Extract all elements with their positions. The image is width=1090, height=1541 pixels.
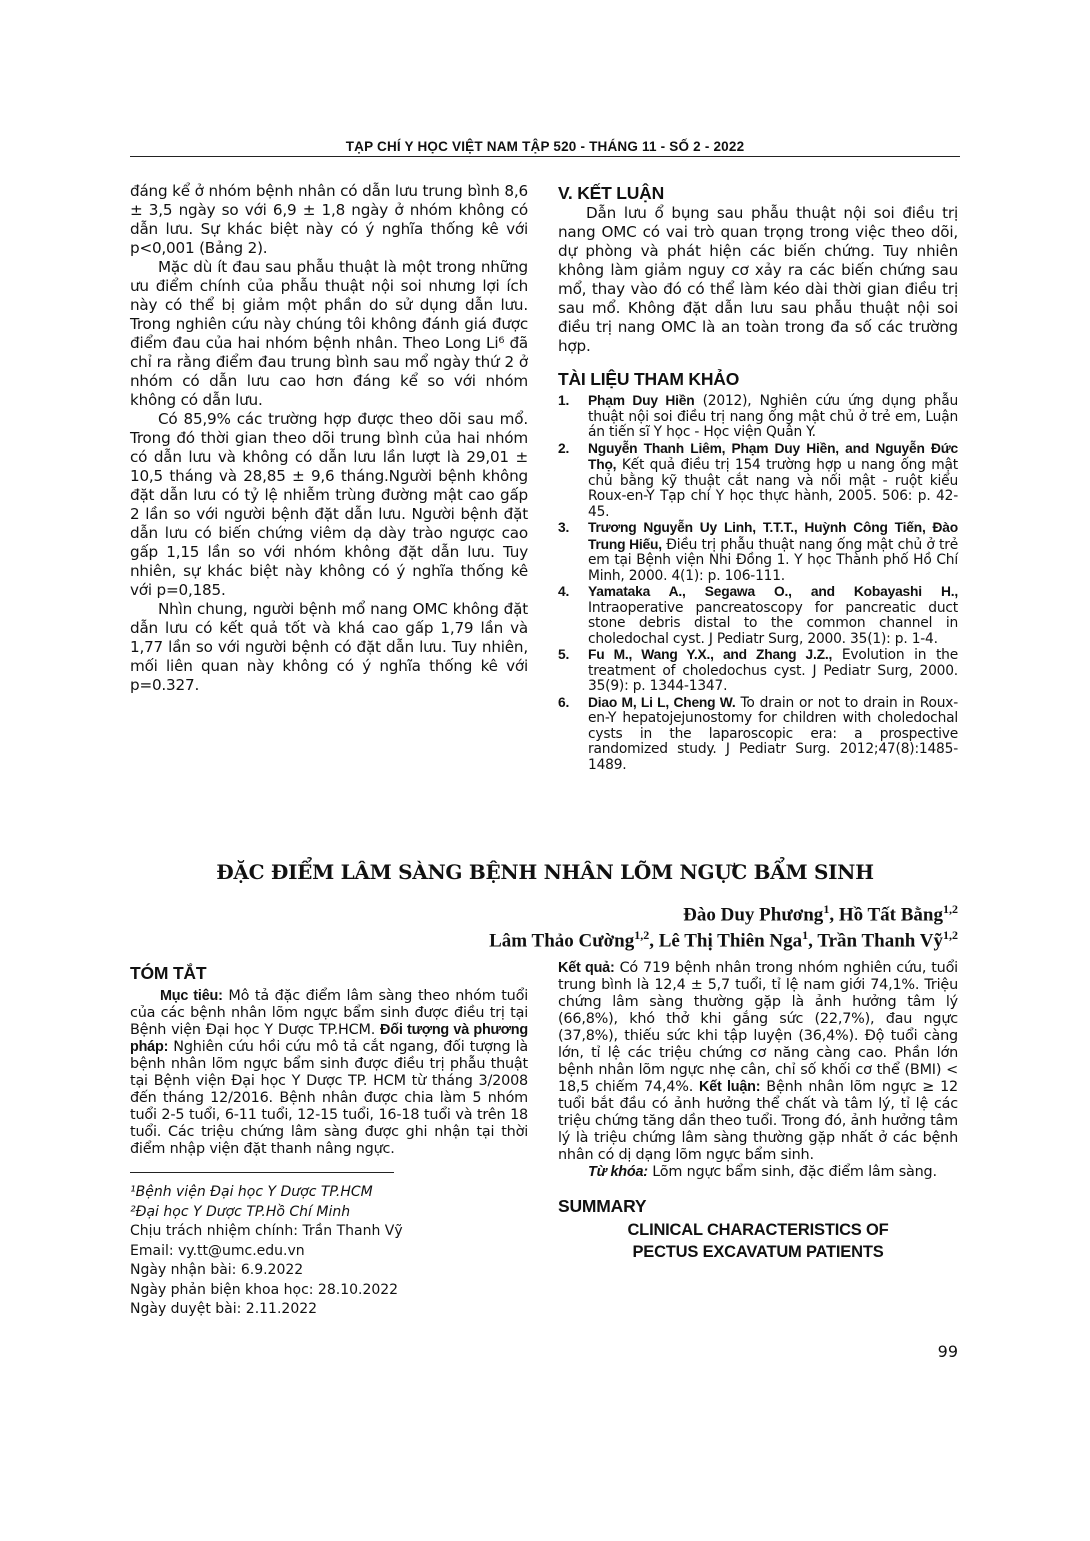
author-name: Hồ Tất Bằng	[838, 904, 943, 926]
result-label: Kết quả:	[558, 960, 615, 976]
journal-header: TẠP CHÍ Y HỌC VIỆT NAM TẬP 520 - THÁNG 11 - SỐ 2 - 2022	[345, 139, 745, 154]
conclusion-references-column	[558, 182, 958, 773]
conclusion-heading: V. KẾT LUẬN	[558, 183, 665, 203]
date-approved: Ngày duyệt bài: 2.11.2022	[130, 1301, 318, 1317]
discussion-paragraph: Có 85,9% các trường hợp được theo dõi sau mổ. Trong đó thời gian theo dõi trung bình của hai nhóm có dẫn lưu và không có dẫn lưu lần lượt là 29,01 ± 10,5 tháng và 28,85 ± 9,6 tháng.Người bệnh không đặt dẫn lưu có tỷ lệ nhiễm trùng đường mật cao gấp 2 lần so với người bệnh đặt dẫn lưu. Người bệnh đặt dẫn lưu có biến chứng viêm dạ dày trào ngược cao gấp 1,15 lần so với nhóm không đặt dẫn lưu. Tuy nhiên, sự khác biệt này không có ý nghĩa thống kê với p=0,185.	[130, 410, 528, 599]
author-affiliation: 1,2	[943, 928, 958, 942]
reference-authors: Nguyễn Thanh Liêm, Phạm Duy Hiền, and Nguyễn Đức Thọ,	[588, 440, 958, 472]
reference-number: 3.	[558, 520, 570, 535]
conclusion-label: Kết luận:	[699, 1079, 761, 1095]
reference-authors: Yamataka A., Segawa O., and Kobayashi H.,	[588, 584, 958, 599]
reference-text: Kết quả điều trị 154 trường hợp u nang ống mật chủ bằng kỹ thuật cắt nang và nối mật - ruột kiểu Roux-en-Y Tạp chí Y học thực hành, 2005. 506: p. 42-45.	[588, 457, 958, 520]
reference-number: 4.	[558, 584, 570, 599]
summary-heading: SUMMARY	[558, 1196, 647, 1216]
discussion-column	[130, 182, 528, 695]
reference-item	[558, 584, 958, 647]
reference-number: 2.	[558, 440, 570, 456]
method-text: Nghiên cứu hồi cứu mô tả cắt ngang, đối tượng là bệnh nhân lõm ngực bẩm sinh được điều trị phẫu thuật tại Bệnh viện Đại học Y Dược TP. HCM từ tháng 3/2008 đến tháng 12/2016. Bệnh nhân được chia làm 5 nhóm tuổi 2-5 tuổi, 6-11 tuổi, 12-15 tuổi, 16-18 tuổi và trên 18 tuổi. Các triệu chứng lâm sàng được ghi nhận tại thời điểm nhập viện đặt thanh nâng ngực.	[130, 1039, 528, 1157]
author-line-2: Lâm Thảo Cường$^{1,2}$, Lê Thị Thiên Nga$^1$, Trần Thanh Vỹ$^{1,2}$	[489, 928, 958, 952]
footnotes	[130, 1183, 528, 1320]
author-line-1: Đào Duy Phương$^1$, Hồ Tất Bằng$^{1,2}$	[683, 902, 958, 926]
author-name: Trần Thanh Vỹ	[817, 930, 943, 952]
method-label: Đối tượng và phương pháp:	[130, 1022, 528, 1055]
objective-label: Mục tiêu:	[160, 988, 223, 1004]
conclusion-text: Dẫn lưu ổ bụng sau phẫu thuật nội soi điều trị nang OMC có vai trò quan trọng trong việc theo dõi, dự phòng và phát hiện các biến chứng. Tuy nhiên không làm giảm nguy cơ xảy ra các biến chứng sau mổ, thay vào đó có thể làm kéo dài thời gian điều trị sau mổ. Không đặt dẫn lưu sau phẫu thuật nội soi điều trị nang OMC là an toàn trong đa số các trường hợp.	[558, 204, 958, 355]
reference-list	[558, 393, 958, 773]
author-affiliation: 1,2	[943, 902, 958, 916]
reference-item	[558, 520, 958, 584]
reference-number: 5.	[558, 647, 570, 662]
date-reviewed: Ngày phản biện khoa học: 28.10.2022	[130, 1281, 399, 1298]
reference-number: 6.	[558, 694, 570, 710]
footnote-rule	[130, 1172, 394, 1173]
page-number: 99	[937, 1342, 958, 1361]
article-title: ĐẶC ĐIỂM LÂM SÀNG BỆNH NHÂN LÕM NGỰC BẨM SINH	[216, 860, 874, 884]
summary-title-line-1: CLINICAL CHARACTERISTICS OF	[627, 1221, 889, 1239]
reference-item	[558, 393, 958, 441]
abstract-body-cont	[558, 960, 958, 1164]
abstract-heading: TÓM TẮT	[130, 963, 207, 983]
author-affiliation: 1	[802, 928, 809, 942]
author-name: Lê Thị Thiên Nga	[658, 930, 803, 952]
reference-authors: Trương Nguyễn Uy Linh, T.T.T., Huỳnh Công Tiến, Đào Trung Hiếu,	[588, 520, 958, 552]
keywords-text: Lõm ngực bẩm sinh, đặc điểm lâm sàng.	[647, 1164, 937, 1180]
abstract-body	[130, 988, 528, 1158]
reference-authors: Diao M, Li L, Cheng W.	[588, 694, 736, 710]
author-name: Lâm Thảo Cường	[489, 930, 635, 952]
author-affiliation: 1,2	[634, 928, 650, 942]
responsible-author: Chịu trách nhiệm chính: Trần Thanh Vỹ	[130, 1223, 403, 1239]
reference-text: Intraoperative pancreatoscopy for pancreatic duct stone debris distal to the common channel in choledochal cyst. J Pediatr Surg, 2000. 35(1): p. 1-4.	[588, 599, 958, 647]
reference-text: To drain or not to drain in Roux-en-Y hepatojejunostomy for children with choledochal cysts in the laparoscopic era: a prospective randomized study. J Pediatr Surg. 2012;47(8):1485-1489.	[588, 694, 959, 773]
abstract-conclusion-text: Bệnh nhân lõm ngực ≥ 12 tuổi bắt đầu có ảnh hưởng thể chất và tâm lý, tỉ lệ các triệu chứng tăng dần theo tuổi. Trong đó, ảnh hưởng tâm lý là triệu chứng lâm sàng thường gặp nhất ở các bệnh nhân có dị dạng lõm ngực bẩm sinh.	[558, 1079, 959, 1163]
abstract-left-column	[130, 962, 528, 1158]
discussion-paragraph: Mặc dù ít đau sau phẫu thuật là một trong những ưu điểm chính của phẫu thuật nội soi nhưng lợi ích này có thể bị giảm một phần do sử dụng dẫn lưu. Trong nghiên cứu này chúng tôi không đánh giá được điểm đau của hai nhóm bệnh nhân. Theo Long Li⁶ đã chỉ ra rằng điểm đau trung bình sau mổ ngày thứ 2 ở nhóm có dẫn lưu cao hơn đáng kể so với nhóm không có dẫn lưu.	[130, 258, 528, 409]
keywords-label: Từ khóa:	[588, 1164, 648, 1180]
reference-text: (2012), Nghiên cứu ứng dụng phẫu thuật nội soi điều trị nang ống mật chủ ở trẻ em, Luận án tiến sĩ Y học - Học viện Quân Y.	[588, 393, 958, 440]
reference-item	[558, 441, 958, 521]
affiliation-1: ¹Bệnh viện Đại học Y Dược TP.HCM	[130, 1184, 373, 1200]
reference-text: Điều trị phẫu thuật nang ống mật chủ ở trẻ em tại Bệnh viện Nhi Đồng 1. Y học Thành phố Hồ Chí Minh, 2000. 4(1): p. 106-111.	[588, 536, 958, 584]
discussion-paragraph: đáng kể ở nhóm bệnh nhân có dẫn lưu trung bình 8,6 ± 3,5 ngày so với 6,9 ± 1,8 ngày ở nhóm không có dẫn lưu. Sự khác biệt này có ý nghĩa thống kê với p<0,001 (Bảng 2).	[130, 182, 528, 257]
reference-authors: Phạm Duy Hiền	[588, 393, 695, 408]
objective-text: Mô tả đặc điểm lâm sàng theo nhóm tuổi của các bệnh nhân lõm ngực bẩm sinh được điều trị tại Bệnh viện Đại học Y Dược TP.HCM.	[130, 988, 528, 1038]
abstract-right-column	[558, 960, 958, 1263]
author-name: Đào Duy Phương	[683, 904, 824, 926]
reference-item	[558, 647, 958, 695]
contact-email: Email: vy.tt@umc.edu.vn	[130, 1242, 305, 1259]
affiliation-2: ²Đại học Y Dược TP.Hồ Chí Minh	[130, 1203, 351, 1220]
header-rule	[130, 156, 960, 157]
discussion-paragraph: Nhìn chung, người bệnh mổ nang OMC không đặt dẫn lưu có kết quả tốt và khá cao gấp 1,79 lần và 1,77 lần so với người bệnh có đặt dẫn lưu. Tuy nhiên, mối liên quan này không có ý nghĩa thống kê với p=0.327.	[130, 600, 528, 694]
reference-text: Evolution in the treatment of choledochus cyst. J Pediatr Surg, 2000. 35(9): p. 1344-1347.	[588, 647, 958, 694]
reference-authors: Fu M., Wang Y.X., and Zhang J.Z.,	[588, 647, 833, 662]
author-affiliation: 1	[823, 902, 830, 916]
reference-number: 1.	[558, 393, 570, 408]
references-heading: TÀI LIỆU THAM KHẢO	[558, 369, 740, 389]
keywords	[558, 1164, 958, 1181]
result-text: Có 719 bệnh nhân trong nhóm nghiên cứu, tuổi trung bình là 12,4 ± 5,7 tuổi, tỉ lệ nam giới 74,1%. Triệu chứng lâm sàng thường gặp là ảnh hưởng tâm lý (66,8%), khó thở khi gắng sức (22,7%), đau ngực (37,8%), thiếu sức khi tập luyện (36,4%). Độ tuổi càng lớn, tỉ lệ các triệu chứng cơ năng càng cao. Phần lớn bệnh nhân lõm ngực nhẹ cân, chỉ số khối cơ thể (BMI) < 18,5 chiếm 74,4%.	[558, 960, 958, 1095]
reference-item	[558, 695, 958, 774]
date-received: Ngày nhận bài: 6.9.2022	[130, 1262, 304, 1278]
summary-title-line-2: PECTUS EXCAVATUM PATIENTS	[632, 1243, 884, 1261]
